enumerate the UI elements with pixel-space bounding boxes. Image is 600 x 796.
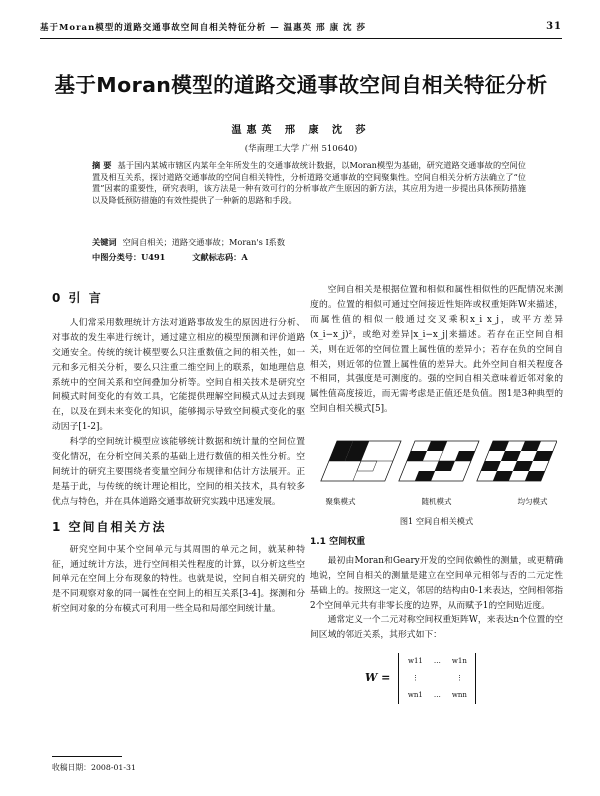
abstract-text: 基于国内某城市辖区内某年全年所发生的交通事故统计数据，以Moran模型为基础，研究道路交通事故的空间位置及相互关系，探讨道路交通事故的空间自相关特性，分析道路交通事故的空间聚集性。空间自相关分析方法确立了“位置”因素的重要性，研究表明，该方法是一种有效可行的分析事故产生原因的新方法，其应用为进一步提出具体预防措施以及降低预防措施的有效性提供了一种新的思路和手段。 — [92, 160, 526, 206]
footnote-rule — [52, 756, 122, 757]
paper-title: 基于Moran模型的道路交通事故空间自相关特征分析 — [54, 73, 548, 97]
section-1-heading: 1 空间自相关方法 — [52, 519, 167, 534]
clustered-pattern-grid — [320, 441, 400, 481]
matrix-cell: w11 — [407, 657, 423, 666]
matrix-cell: … — [433, 657, 441, 666]
paragraph: 科学的空间统计模型应该能够统计数据和统计量的空间位置变化情况，在分析空间关系的基础上进行数值的相关性分析。空间统计的研究主要围绕者变量空间分布规律和估计方法展开。正是基于此，与传统的统计理论相比，空间的相关技术，具有较多优点与特色，并在具体道路交通事故研究实践中迅速发展。 — [52, 437, 305, 507]
matrix-cell: … — [433, 691, 441, 700]
matrix-cell: wnn — [451, 691, 467, 700]
page-number: 31 — [546, 21, 562, 32]
section-1-1-heading: 1.1 空间权重 — [310, 536, 366, 547]
running-title: 基于Moran模型的道路交通事故空间自相关特征分析 — 温惠英 邢 康 沈 莎 — [40, 23, 367, 33]
figure-label-uniform: 均匀模式 — [517, 497, 548, 507]
matrix-cell: ⋮ — [411, 674, 419, 683]
doc-code: 文献标志码：A — [192, 252, 248, 262]
abstract — [92, 160, 526, 207]
classification — [92, 252, 526, 263]
figure-1 — [310, 429, 563, 529]
keywords — [92, 237, 526, 248]
figure-labels — [326, 495, 548, 510]
keywords-label: 关键词 — [92, 237, 117, 247]
weight-matrix — [365, 653, 563, 704]
running-header — [40, 21, 562, 35]
left-column — [52, 283, 305, 617]
paragraph: 最初由Moran和Geary开发的空间依赖性的测量，或更精确地说，空间自相关的测量是建立在空间单元相邻与否的二元定性基础上的。按照这一定义，邻居的结构由0-1来表达，空间相邻指2个空间单元共有非零长度的边界，从而赋予1的空间贴近度。 — [310, 555, 563, 611]
spatial-pattern-figure — [317, 429, 557, 487]
random-pattern-grid — [398, 441, 478, 481]
matrix-cell: wn1 — [407, 691, 423, 700]
uniform-pattern-grid — [476, 441, 556, 481]
paragraph: 研究空间中某个空间单元与其周围的单元之间，就某种特征，通过统计方法，进行空间相关性程度的计算，以分析这些空间单元在空间上分布现象的特性。也就是说，空间自相关研究的是不同观察对象的同一属性在空间上的相互关系[3-4]。探测和分析空间对象的分布模式可利用一些全局和局部空间统计量。 — [52, 544, 305, 615]
authors: 温惠英 邢 康 沈 莎 — [231, 125, 371, 136]
footnote: 收稿日期：2008-01-31 — [52, 763, 136, 772]
header-rule — [40, 38, 562, 39]
figure-label-random: 随机模式 — [421, 497, 452, 507]
abstract-label: 摘 要 — [92, 160, 112, 170]
matrix-lhs: W = — [365, 671, 391, 685]
matrix-cell: w1n — [451, 657, 467, 666]
matrix-cell — [426, 671, 448, 686]
keywords-text: 空间自相关；道路交通事故；Moran's I系数 — [122, 237, 286, 247]
right-column — [310, 283, 563, 704]
paragraph: 通常定义一个二元对称空间权重矩阵W，来表达n个位置的空间区域的邻近关系，其形式如下： — [310, 615, 563, 641]
figure-caption: 图1 空间自相关模式 — [399, 515, 474, 526]
figure-label-clustered: 聚集模式 — [325, 497, 356, 507]
matrix-cell: ⋮ — [455, 674, 463, 683]
paragraph: 空间自相关是根据位置和相似和属性相似性的匹配情况来测度的。位置的相似可通过空间接近性矩阵或权重矩阵W来描述，而属性值的相似一般通过交叉乘积x_i x_j，或平方差异(x_i−x_j)²，或绝对差异|x_i−x_j|来描述。若存在正空间自相关，则在近邻的空间位置上属性值的差异小；若存在负的空间自相关，则近邻的位置上属性值的差异大。此外空间自相关程度各不相同，其强度是可测度的。强的空间自相关意味着近邻对象的属性值高度接近，而无需考虑是正值还是负值。图1是3种典型的空间自相关模式[5]。 — [310, 285, 563, 415]
clc-number: 中图分类号：U491 — [92, 252, 166, 262]
affiliation: (华南理工大学 广州 510640) — [244, 144, 358, 154]
section-0-heading: 0 引 言 — [52, 291, 103, 305]
matrix-body — [398, 653, 476, 704]
paragraph: 人们常采用数理统计方法对道路事故发生的原因进行分析、对事故的发生率进行统计，通过建立相应的模型预测和评价道路交通安全。传统的统计模型要么只注重数值之间的相关性，如一元和多元相关分析，要么只注重二维空间上的联系，如地理信息系统中的空间关系和空间叠加分析等。空间自相关技术是研究空间模式时间变化的有效工具，它能提供理解空间模式从过去到现在，以及在到未来变化的知识，能够揭示导致空间模式变化的驱动因子[1-2]。 — [52, 317, 305, 433]
